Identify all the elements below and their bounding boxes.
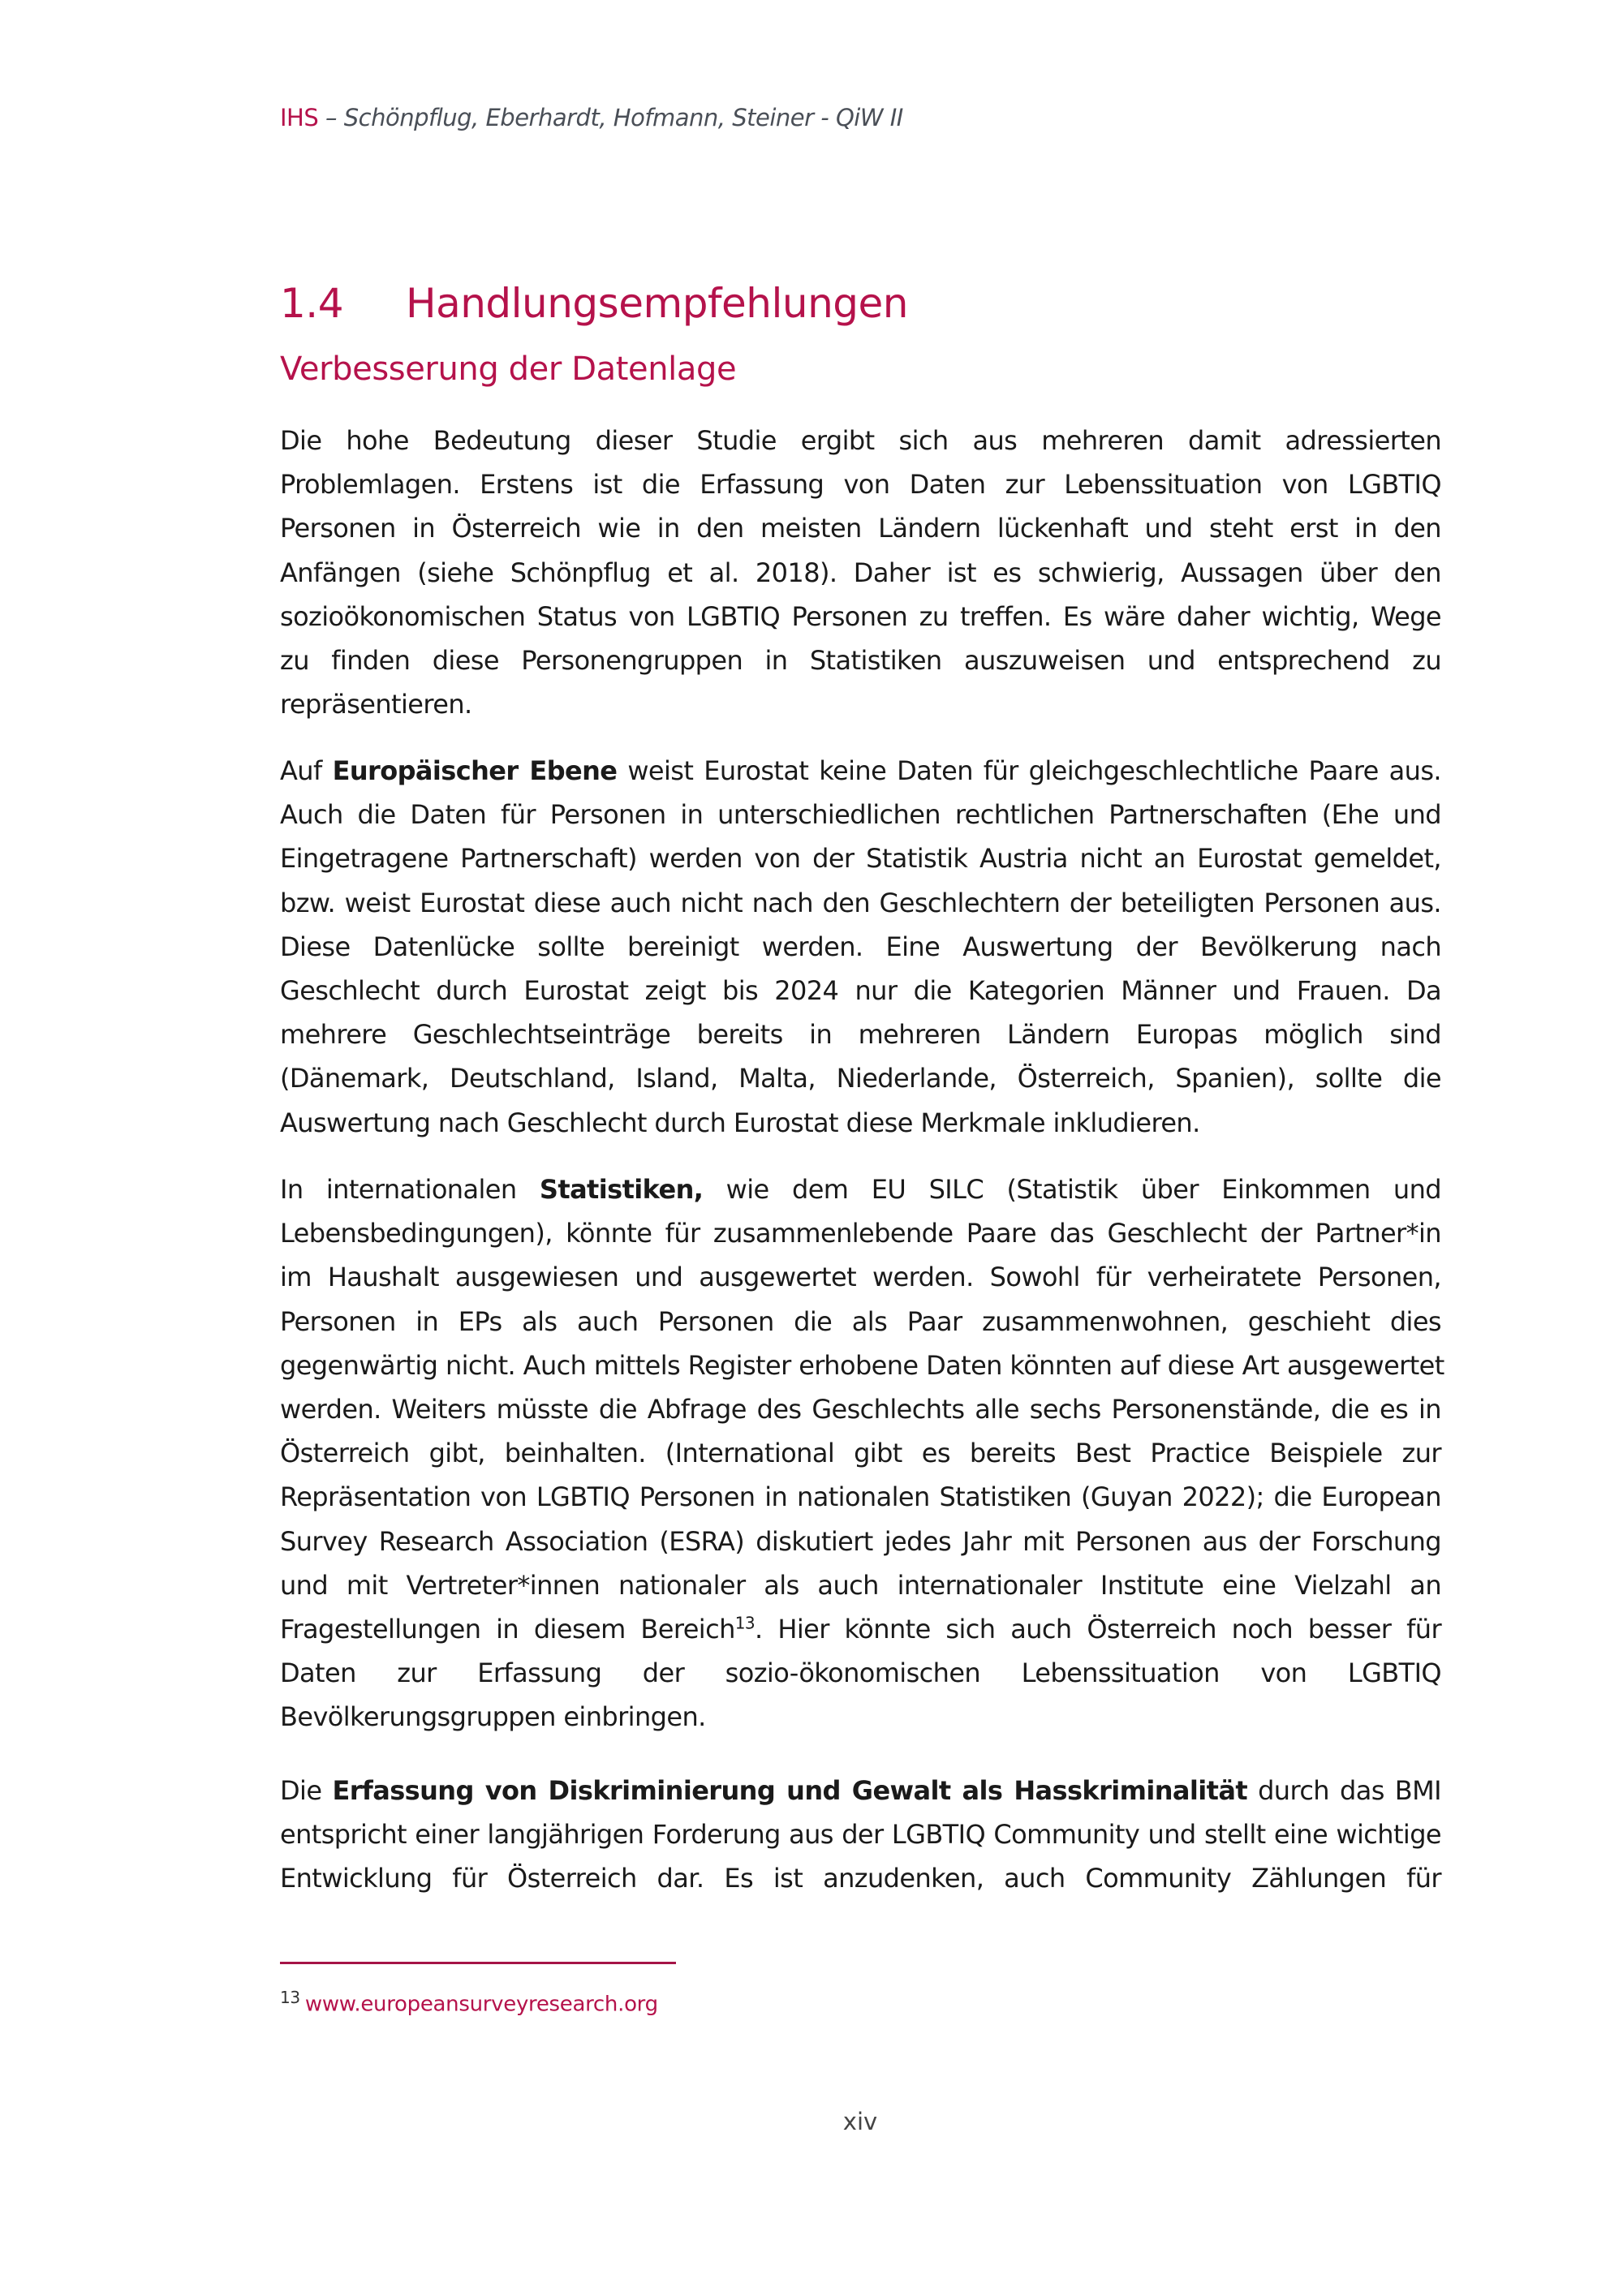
text-run: Auf xyxy=(280,755,333,786)
text-line: Personen in EPs als auch Personen die als Paar zusammenwohnen, geschieht dies xyxy=(280,1305,1441,1337)
footnote-link[interactable]: www.europeansurveyresearch.org xyxy=(304,1992,658,2017)
text-line: Die hohe Bedeutung dieser Studie ergibt sich aus mehreren damit adressierten xyxy=(280,425,1441,456)
bold-term: Europäischer Ebene xyxy=(332,755,618,786)
text-line: Personen in Österreich wie in den meisten Ländern lückenhaft und steht erst in den xyxy=(280,513,1441,544)
running-header xyxy=(280,104,903,131)
text-line: entspricht einer langjährigen Forderung aus der LGBTIQ Community und stellt eine wichtige xyxy=(280,1819,1441,1851)
text-line: Entwicklung für Österreich dar. Es ist anzudenken, auch Community Zählungen für xyxy=(280,1863,1441,1894)
text-line: sozioökonomischen Status von LGBTIQ Personen zu treffen. Es wäre daher wichtig, Wege xyxy=(280,600,1441,632)
paragraph-3 xyxy=(280,1167,1444,1739)
text-line: im Haushalt ausgewiesen und ausgewertet werden. Sowohl für verheiratete Personen, xyxy=(280,1262,1441,1293)
text-line: Geschlecht durch Eurostat zeigt bis 2024 nur die Kategorien Männer und Frauen. Da xyxy=(280,974,1441,1006)
subsection-heading: Verbesserung der Datenlage xyxy=(280,350,737,388)
text-line: Österreich gibt, beinhalten. (International gibt es bereits Best Practice Beispiele zur xyxy=(280,1438,1441,1469)
text-line: Bevölkerungsgruppen einbringen. xyxy=(280,1701,706,1733)
text-line: und mit Vertreter*innen nationaler als auch internationaler Institute eine Vielzahl an xyxy=(280,1569,1441,1601)
header-org: IHS xyxy=(280,104,319,131)
text-line xyxy=(280,1769,1441,1812)
section-title: Handlungsempfehlungen xyxy=(406,280,908,327)
text-run: durch das BMI xyxy=(1247,1775,1442,1806)
text-line: (Dänemark, Deutschland, Island, Malta, Niederlande, Österreich, Spanien), sollte die xyxy=(280,1063,1441,1094)
text-line: mehrere Geschlechtseinträge bereits in mehreren Ländern Europas möglich sind xyxy=(280,1019,1441,1051)
text-line: Problemlagen. Erstens ist die Erfassung von Daten zur Lebenssituation von LGBTIQ xyxy=(280,469,1441,501)
paragraph-4 xyxy=(280,1769,1441,1901)
footnote-divider xyxy=(280,1962,676,1964)
text-line: Survey Research Association (ESRA) diskutiert jedes Jahr mit Personen aus der Forschung xyxy=(280,1525,1441,1557)
text-line: Daten zur Erfassung der sozio-ökonomischen Lebenssituation von LGBTIQ xyxy=(280,1658,1441,1689)
text-run: . Hier könnte sich auch Österreich noch besser für xyxy=(755,1613,1441,1645)
text-line: Repräsentation von LGBTIQ Personen in nationalen Statistiken (Guyan 2022); die European xyxy=(280,1481,1441,1513)
text-run: Fragestellungen in diesem Bereich xyxy=(280,1613,735,1645)
bold-term: Erfassung von Diskriminierung und Gewalt als Hasskriminalität xyxy=(332,1775,1248,1806)
text-line: Anfängen (siehe Schönpflug et al. 2018). Daher ist es schwierig, Aussagen über den xyxy=(280,557,1441,588)
text-line: Auch die Daten für Personen in unterschiedlichen rechtlichen Partnerschaften (Ehe und xyxy=(280,799,1441,831)
section-number: 1.4 xyxy=(280,280,344,327)
text-line: Auswertung nach Geschlecht durch Eurostat diese Merkmale inkludieren. xyxy=(280,1107,1200,1138)
paragraph-2 xyxy=(280,749,1441,1145)
text-run: In internationalen xyxy=(280,1174,540,1205)
text-line: zu finden diese Personengruppen in Statistiken auszuweisen und entsprechend zu xyxy=(280,644,1441,676)
page-number: xiv xyxy=(842,2108,878,2135)
text-run: Die xyxy=(280,1775,333,1806)
header-authors: – Schönpflug, Eberhardt, Hofmann, Steiner - QiW II xyxy=(318,104,903,131)
text-run: weist Eurostat keine Daten für gleichgeschlechtliche Paare aus. xyxy=(617,755,1441,786)
bold-term: Statistiken, xyxy=(539,1174,704,1205)
text-line: Lebensbedingungen), könnte für zusammenlebende Paare das Geschlecht der Partner*in xyxy=(280,1218,1441,1249)
text-line: gegenwärtig nicht. Auch mittels Register erhobene Daten könnten auf diese Art ausgewertet xyxy=(280,1349,1444,1381)
text-line xyxy=(280,1167,1441,1211)
text-line: werden. Weiters müsste die Abfrage des Geschlechts alle sechs Personenstände, die es in xyxy=(280,1393,1441,1425)
text-line: repräsentieren. xyxy=(280,689,472,720)
section-heading xyxy=(280,280,908,327)
text-line xyxy=(280,749,1441,793)
text-line: Diese Datenlücke sollte bereinigt werden. Eine Auswertung der Bevölkerung nach xyxy=(280,931,1441,962)
footnote xyxy=(280,1988,658,2017)
paragraph-1 xyxy=(280,419,1441,726)
footnote-reference[interactable]: 13 xyxy=(734,1613,756,1633)
text-line: Eingetragene Partnerschaft) werden von der Statistik Austria nicht an Eurostat gemeldet, xyxy=(280,843,1441,875)
footnote-number: 13 xyxy=(280,1988,300,2007)
text-line: bzw. weist Eurostat diese auch nicht nach den Geschlechtern der beteiligten Personen aus. xyxy=(280,887,1441,918)
text-run: wie dem EU SILC (Statistik über Einkommen und xyxy=(703,1174,1441,1205)
text-line xyxy=(280,1607,1441,1651)
